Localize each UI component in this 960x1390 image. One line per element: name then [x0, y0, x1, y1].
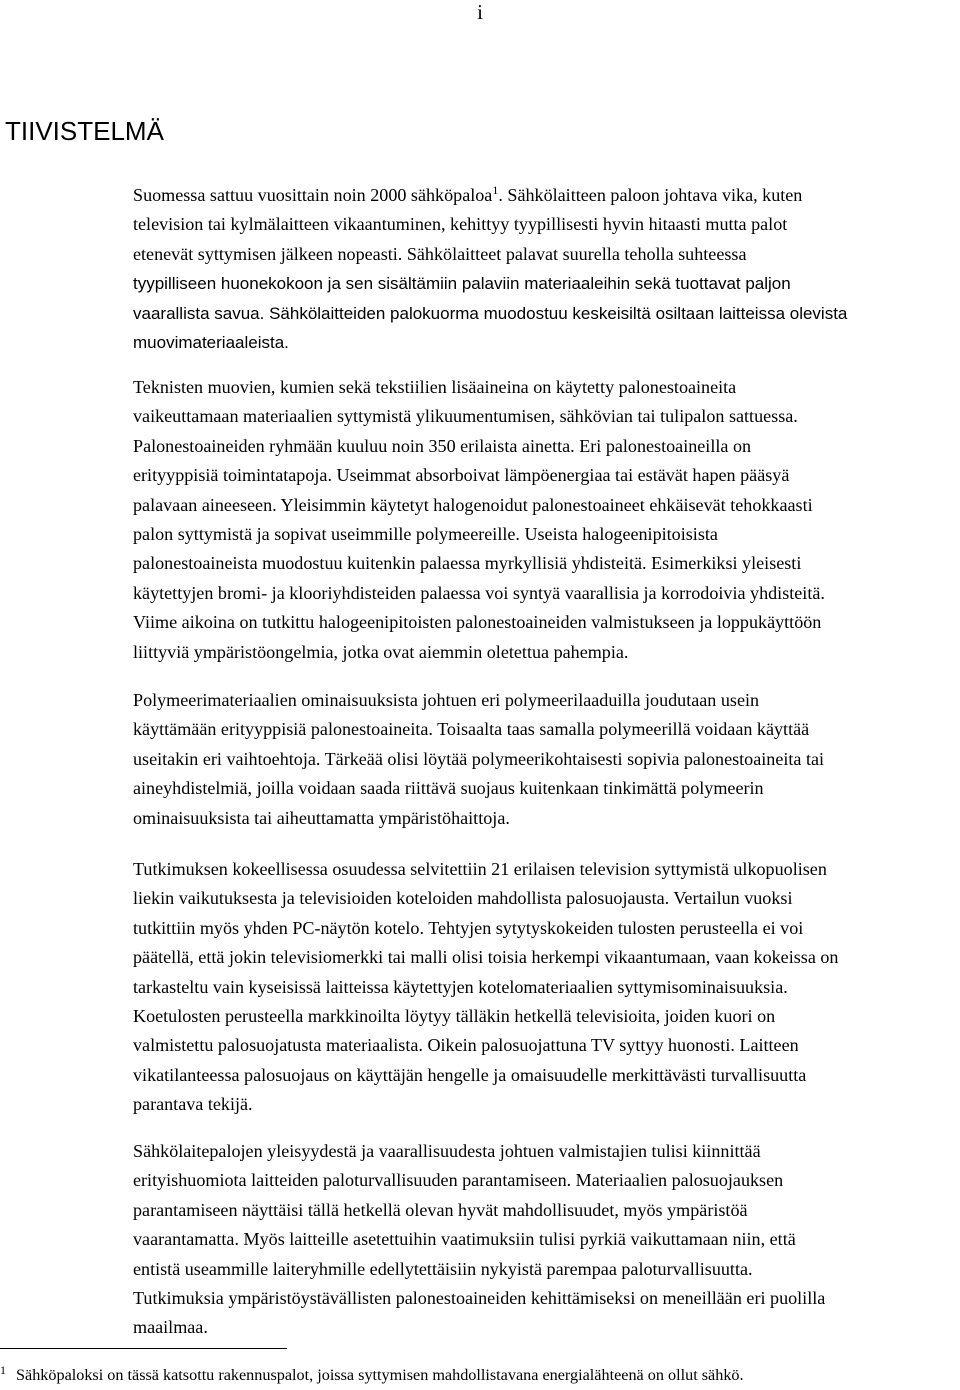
paragraph-line: Tutkimuksen kokeellisessa osuudessa selvitettiin 21 erilaisen television syttymistä ulkopuolisen — [133, 859, 827, 879]
paragraph-line: Tutkimuksia ympäristöystävällisten palonestoaineiden kehittämiseksi on meneillään eri puolilla — [133, 1288, 826, 1309]
paragraph-line: parantamiseen näyttäisi tällä hetkellä olevan hyvät mahdollisuudet, myös ympäristöä — [133, 1199, 748, 1220]
paragraph-line: tarkasteltu vain kyseisissä laitteissa käytettyjen kotelomateriaalien syttymisominaisuuksia. — [133, 976, 788, 997]
paragraph-line: parantava tekijä. — [133, 1094, 253, 1115]
paragraph-5 — [133, 1137, 955, 1343]
paragraph-4 — [133, 855, 955, 1120]
paragraph-line: aineyhdistelmiä, joilla voidaan saada riittävä suojaus kuitenkaan tinkimättä polymeerin — [133, 778, 764, 799]
paragraph-line: Viime aikoina on tutkittu halogeenipitoisten palonestoaineiden valmistukseen ja loppukäyttöön — [133, 612, 822, 633]
paragraph-line: useitakin eri vaihtoehtoja. Tärkeää olisi löytää polymeerikohtaisesti sopivia palonestoaineita tai — [133, 748, 825, 769]
paragraph-line: Sähkölaitepalojen yleisyydestä ja vaarallisuudesta johtuen valmistajien tulisi kiinnittää — [133, 1141, 761, 1161]
footnote — [0, 1358, 955, 1387]
text-segment: Suomessa sattuu vuosittain noin 2000 sähköpaloa — [133, 185, 493, 205]
paragraph-3 — [133, 686, 955, 833]
paragraph-line: valmistettu palosuojatusta materiaalista. Oikein palosuojattuna TV syttyy huonosti. Laitteen — [133, 1035, 799, 1056]
paragraph-line: Koetulosten perusteella markkinoilta löytyy tälläkin hetkellä televisioita, joiden kuori on — [133, 1006, 776, 1027]
text-segment: . Sähkölaitteen paloon johtava vika, kuten — [498, 185, 803, 205]
paragraph-line: päätellä, että jokin televisiomerkki tai malli olisi toisia herkempi vikaantumaan, vaan kokeissa on — [133, 947, 839, 968]
paragraph-line: vaikeuttamaan materiaalien syttymistä ylikuumentumisen, sähkövian tai tulipalon sattuessa. — [133, 406, 798, 427]
paragraph-line: palonestoaineista muodostuu kuitenkin palaessa myrkyllisiä yhdisteitä. Esimerkiksi yleisesti — [133, 553, 802, 574]
paragraph-line: entistä useammille laiteryhmille edellytettäisiin nykyistä parempaa paloturvallisuutta. — [133, 1258, 753, 1279]
paragraph-line: erityyppisiä toimintatapoja. Useimmat absorboivat lämpöenergiaa tai estävät hapen pääsyä — [133, 465, 790, 486]
paragraph-line: käytettyjen bromi- ja klooriyhdisteiden palaessa voi syntyä vaarallisia ja korrodoivia yhdisteitä. — [133, 582, 825, 603]
paragraph-line: vaarallista savua. Sähkölaitteiden palokuorma muodostuu keskeisiltä osiltaan laitteissa olevista — [133, 303, 848, 323]
footnote-reference: 1 — [492, 183, 499, 197]
paragraph-line: erityishuomiota laitteiden paloturvallisuuden parantamiseen. Materiaalien palosuojauksen — [133, 1170, 784, 1191]
paragraph-line: maailmaa. — [133, 1317, 208, 1338]
paragraph-line: tyypilliseen huonekokoon ja sen sisältämiin palaviin materiaaleihin sekä tuottavat paljon — [133, 274, 791, 294]
footnote-divider — [0, 1348, 287, 1349]
paragraph-line: Palonestoaineiden ryhmään kuuluu noin 350 erilaista ainetta. Eri palonestoaineilla on — [133, 435, 752, 456]
page-number: i — [477, 0, 483, 24]
paragraph-line: palavaan aineeseen. Yleisimmin käytetyt halogenoidut palonestoaineet ehkäisevät tehokkaasti — [133, 494, 813, 515]
paragraph-line: vaarantamatta. Myös laitteille asetettuihin vaatimuksiin tulisi pyrkiä vaikuttamaan niin, että — [133, 1229, 796, 1250]
paragraph-line: Teknisten muovien, kumien sekä tekstiilien lisäaineina on käytetty palonestoaineita — [133, 377, 737, 397]
footnote-marker: 1 — [0, 1363, 6, 1377]
paragraph-line: käyttämään erityyppisiä palonestoaineita. Toisaalta taas samalla polymeerillä voidaan käyttää — [133, 719, 810, 740]
paragraph-line: vikatilanteessa palosuojaus on käyttäjän hengelle ja omaisuudelle merkittävästi turvallisuutta — [133, 1064, 807, 1085]
paragraph-line: liittyviä ympäristöongelmia, jotka ovat aiemmin oletettua pahempia. — [133, 641, 629, 662]
paragraph-line: Polymeerimateriaalien ominaisuuksista johtuen eri polymeerilaaduilla joudutaan usein — [133, 690, 760, 710]
paragraph-line — [133, 176, 955, 210]
paragraph-1 — [133, 176, 955, 357]
paragraph-line: etenevät syttymisen jälkeen nopeasti. Sähkölaitteet palavat suurella teholla suhteessa — [133, 243, 747, 264]
paragraph-line: muovimateriaaleista. — [133, 333, 289, 353]
paragraph-line: ominaisuuksista tai aiheuttamatta ympäristöhaittoja. — [133, 807, 510, 828]
paragraph-line: palon syttymistä ja sopivat useimmille polymeereille. Useista halogeenipitoisista — [133, 524, 718, 545]
paragraph-2 — [133, 373, 955, 667]
page-title: TIIVISTELMÄ — [5, 116, 164, 146]
paragraph-line: television tai kylmälaitteen vikaantuminen, kehittyy tyypillisesti hyvin hitaasti mutta palot — [133, 214, 788, 235]
paragraph-line: liekin vaikutuksesta ja televisioiden koteloiden mahdollista palosuojausta. Vertailun vuoksi — [133, 888, 793, 909]
paragraph-line: tutkittiin myös yhden PC-näytön kotelo. Tehtyjen sytytyskokeiden tulosten perusteella ei voi — [133, 917, 804, 938]
footnote-text: Sähköpaloksi on tässä katsottu rakennuspalot, joissa syttymisen mahdollistavana energialähteenä on ollut sähkö. — [16, 1366, 744, 1384]
